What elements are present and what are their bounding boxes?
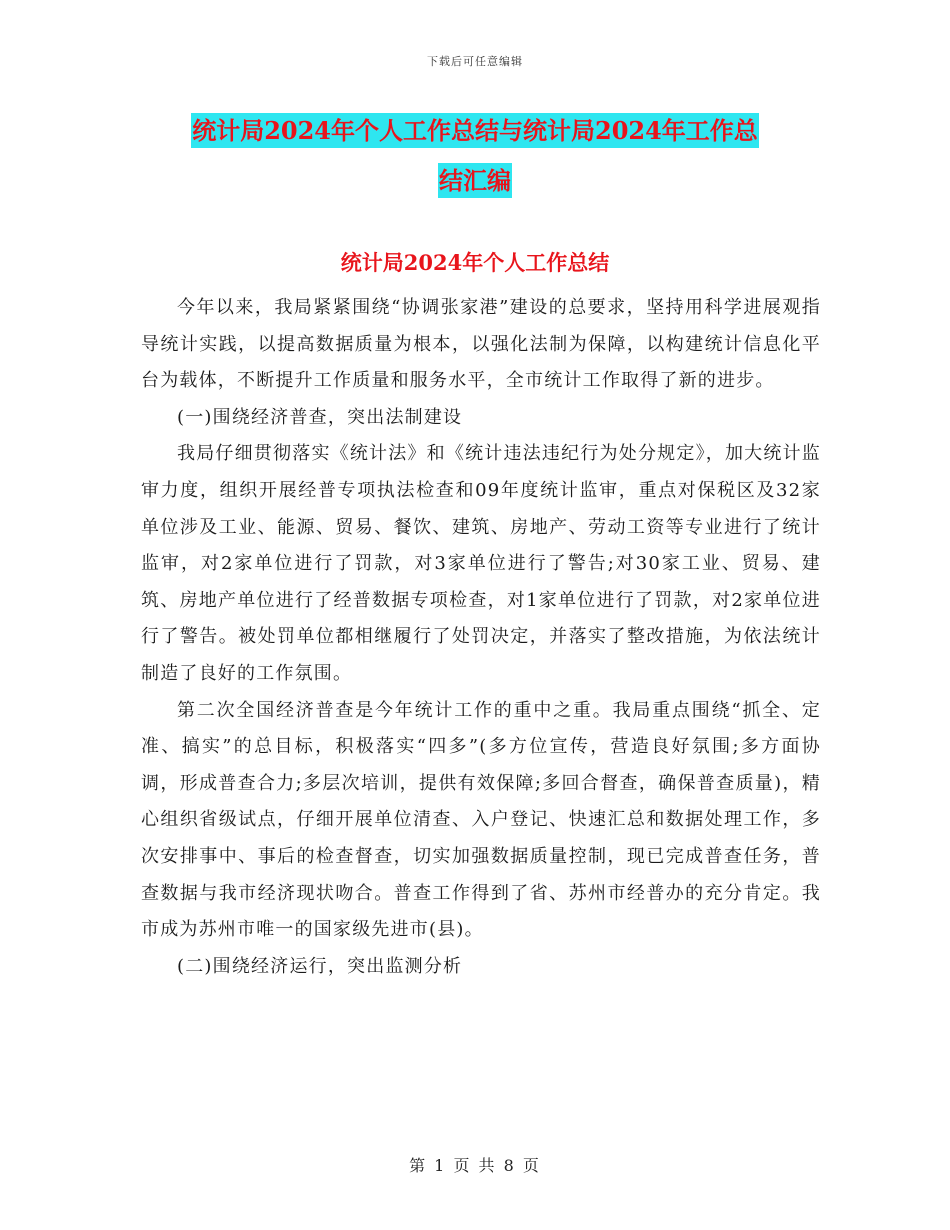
document-body [141,290,821,985]
subheading-economic-census: (一)围绕经济普查，突出法制建设 [177,406,463,428]
page-number: 第 1 页 共 8 页 [409,1156,541,1175]
paragraph-legal-enforcement: 我局仔细贯彻落实《统计法》和《统计违法违纪行为处分规定》，加大统计监审力度，组织开展经普专项执法检查和09年度统计监审，重点对保税区及32家单位涉及工业、能源、贸易、餐饮、建筑、房地产、劳动工资等专业进行了统计监审，对2家单位进行了罚款，对3家单位进行了警告;对30家工业、贸易、建筑、房地产单位进行了经普数据专项检查，对1家单位进行了罚款，对2家单位进行了警告。被处罚单位都相继履行了处罚决定，并落实了整改措施，为依法统计制造了良好的工作氛围。 [141,443,821,684]
document-title [0,106,950,206]
document-title-line-2: 结汇编 [438,163,512,198]
subheading-economic-monitoring: (二)围绕经济运行，突出监测分析 [177,955,463,977]
paragraph-intro: 今年以来，我局紧紧围绕“协调张家港”建设的总要求，坚持用科学进展观指导统计实践，以提高数据质量为根本，以强化法制为保障，以构建统计信息化平台为载体，不断提升工作质量和服务水平，全市统计工作取得了新的进步。 [141,297,821,392]
page-header-note: 下载后可任意编辑 [427,55,523,68]
document-title-line-1: 统计局2024年个人工作总结与统计局2024年工作总 [191,113,759,148]
section-title: 统计局2024年个人工作总结 [340,250,610,275]
paragraph-national-census: 第二次全国经济普查是今年统计工作的重中之重。我局重点围绕“抓全、定准、搞实”的总目标，积极落实“四多”(多方位宣传，营造良好氛围;多方面协调，形成普查合力;多层次培训，提供有效保障;多回合督查，确保普查质量)，精心组织省级试点，仔细开展单位清查、入户登记、快速汇总和数据处理工作，多次安排事中、事后的检查督查，切实加强数据质量控制，现已完成普查任务，普查数据与我市经济现状吻合。普查工作得到了省、苏州市经普办的充分肯定。我市成为苏州市唯一的国家级先进市(县)。 [141,699,821,941]
